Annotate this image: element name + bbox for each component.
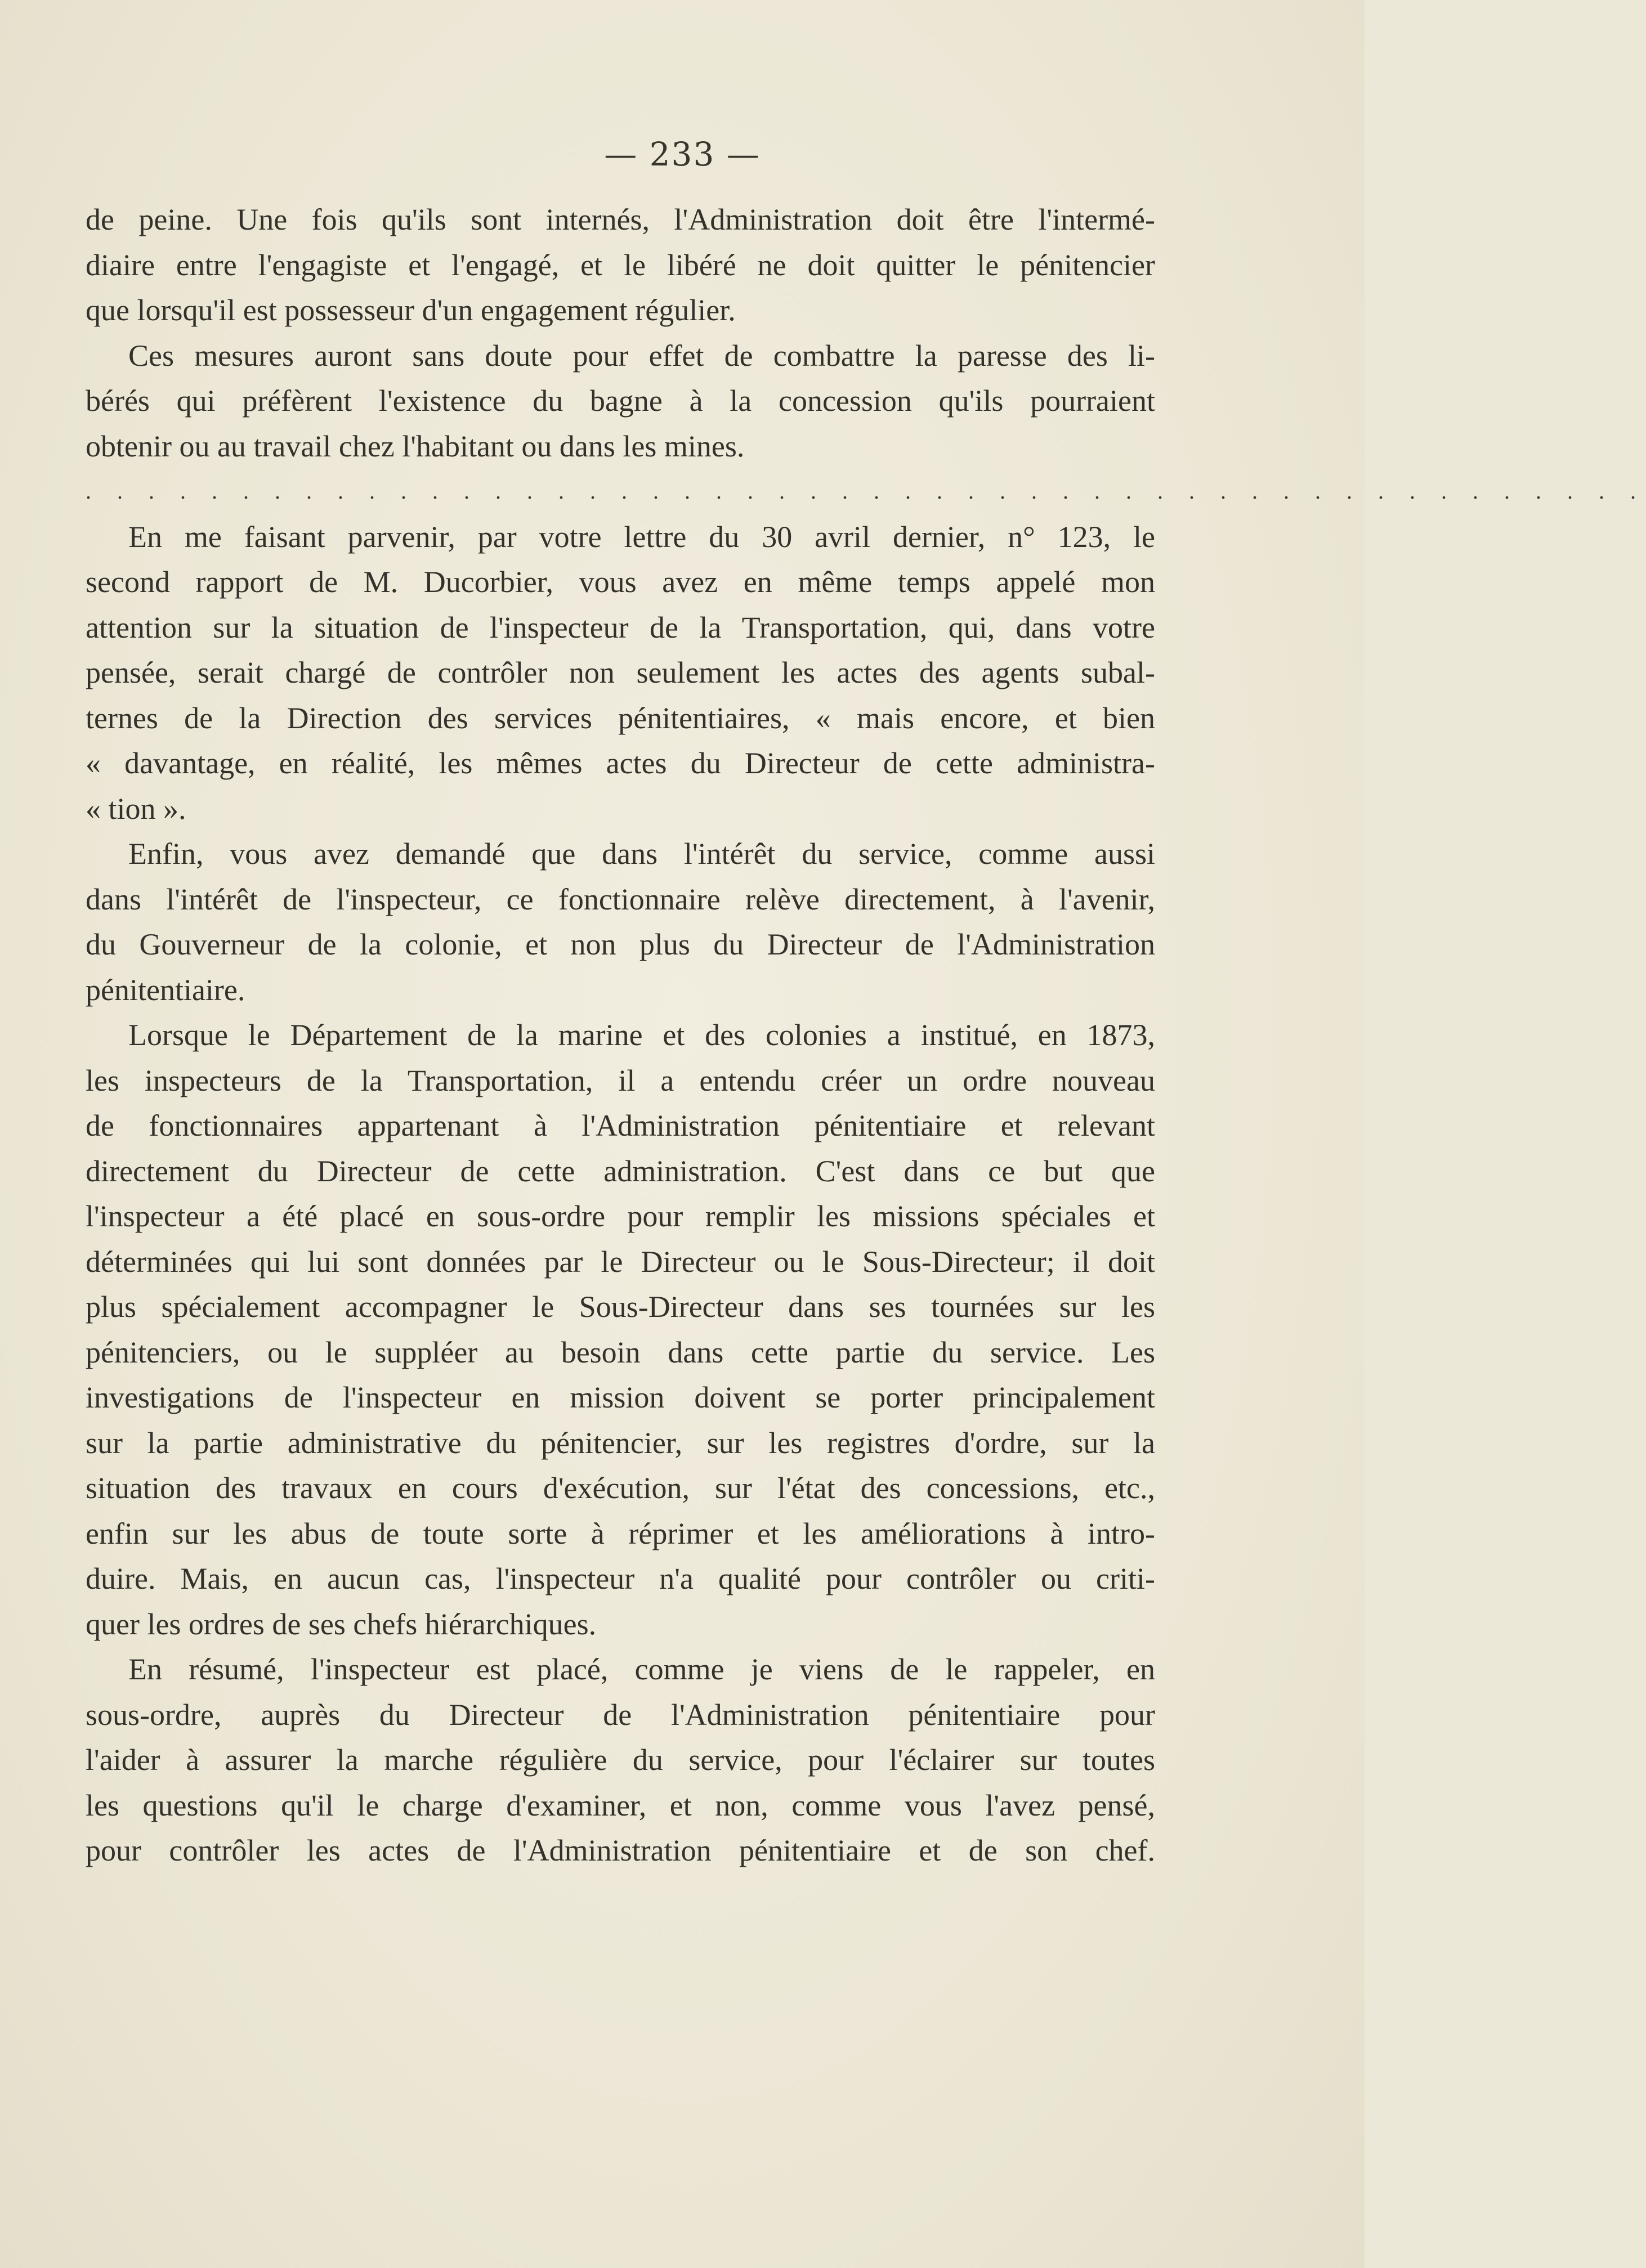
text-line: les questions qu'il le charge d'examiner, et non, comme vous l'avez pensé,: [86, 1788, 1155, 1822]
text-line: sur la partie administrative du pénitencier, sur les registres d'ordre, sur la: [86, 1426, 1155, 1460]
text-line: « tion ».: [86, 791, 186, 826]
text-line: second rapport de M. Ducorbier, vous avez en même temps appelé mon: [86, 565, 1155, 599]
text-line: sous-ordre, auprès du Directeur de l'Administration pénitentiaire pour: [86, 1697, 1155, 1732]
text-line: attention sur la situation de l'inspecteur de la Transportation, qui, dans votre: [86, 610, 1155, 644]
text-line: enfin sur les abus de toute sorte à réprimer et les améliorations à intro-: [86, 1516, 1155, 1550]
text-line: En résumé, l'inspecteur est placé, comme je viens de le rappeler, en: [128, 1652, 1155, 1686]
text-line: Lorsque le Département de la marine et des colonies a institué, en 1873,: [128, 1018, 1155, 1052]
body-text: [86, 197, 1646, 1873]
text-line: plus spécialement accompagner le Sous-Directeur dans ses tournées sur les: [86, 1290, 1155, 1324]
text-line: dans l'intérêt de l'inspecteur, ce fonctionnaire relève directement, à l'avenir,: [86, 882, 1155, 916]
text-line: bérés qui préfèrent l'existence du bagne à la concession qu'ils pourraient: [86, 384, 1155, 418]
text-line: pour contrôler les actes de l'Administration pénitentiaire et de son chef.: [86, 1834, 1155, 1867]
text-line: pénitentiaire.: [86, 972, 245, 1007]
text-line: diaire entre l'engagiste et l'engagé, et le libéré ne doit quitter le pénitencier: [86, 248, 1155, 282]
text-line: du Gouverneur de la colonie, et non plus du Directeur de l'Administration: [86, 927, 1155, 961]
ellipsis-separator: . . . . . . . . . . . . . . . . . . . . . . . . . . . . . . . . . . . . . . . . . . . . . . . . . .: [86, 478, 1646, 504]
text-line: directement du Directeur de cette administration. C'est dans ce but que: [86, 1154, 1155, 1188]
text-line: duire. Mais, en aucun cas, l'inspecteur n'a qualité pour contrôler ou criti-: [86, 1562, 1155, 1595]
text-line: l'aider à assurer la marche régulière du service, pour l'éclairer sur toutes: [86, 1743, 1155, 1777]
text-line: pénitenciers, ou le suppléer au besoin dans cette partie du service. Les: [86, 1335, 1155, 1369]
text-line: quer les ordres de ses chefs hiérarchiques.: [86, 1607, 597, 1641]
text-line: Enfin, vous avez demandé que dans l'intérêt du service, comme aussi: [128, 837, 1155, 871]
text-line: situation des travaux en cours d'exécution, sur l'état des concessions, etc.,: [86, 1471, 1155, 1505]
text-line: de fonctionnaires appartenant à l'Administration pénitentiaire et relevant: [86, 1109, 1155, 1142]
text-line: déterminées qui lui sont données par le Directeur ou le Sous-Directeur; il doit: [86, 1244, 1155, 1279]
text-line: les inspecteurs de la Transportation, il a entendu créer un ordre nouveau: [86, 1063, 1155, 1097]
text-line: de peine. Une fois qu'ils sont internés, l'Administration doit être l'intermé-: [86, 203, 1155, 236]
page-number: — 233 —: [604, 135, 761, 173]
text-line: obtenir ou au travail chez l'habitant ou dans les mines.: [86, 429, 745, 463]
text-line: que lorsqu'il est possesseur d'un engagement régulier.: [86, 293, 736, 327]
text-line: « davantage, en réalité, les mêmes actes du Directeur de cette administra-: [86, 746, 1155, 780]
text-line: ternes de la Direction des services pénitentiaires, « mais encore, et bien: [86, 701, 1155, 735]
text-line: investigations de l'inspecteur en mission doivent se porter principalement: [86, 1380, 1155, 1414]
text-line: pensée, serait chargé de contrôler non seulement les actes des agents subal-: [86, 656, 1155, 689]
text-line: En me faisant parvenir, par votre lettre du 30 avril dernier, n° 123, le: [128, 519, 1155, 554]
text-line: l'inspecteur a été placé en sous-ordre pour remplir les missions spéciales et: [86, 1199, 1155, 1233]
text-line: Ces mesures auront sans doute pour effet de combattre la paresse des li-: [128, 338, 1155, 373]
